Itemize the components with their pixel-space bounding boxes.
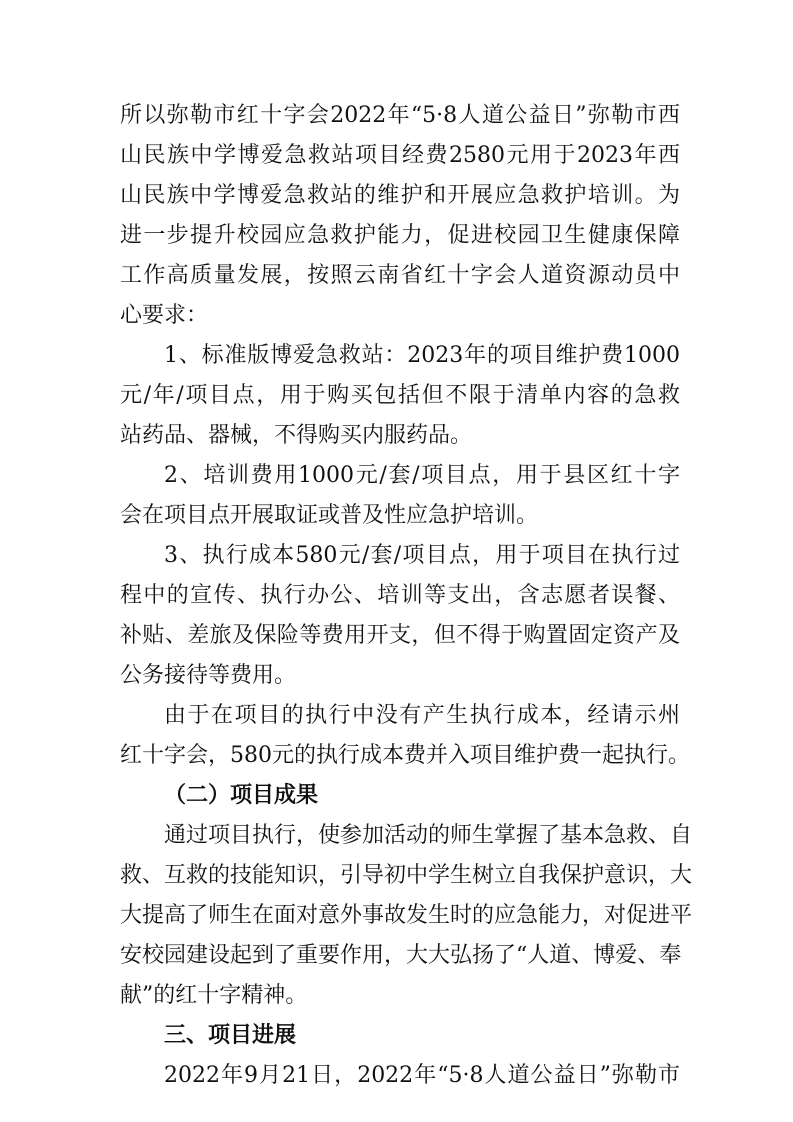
paragraph-line: 进一步提升校园应急救护能力，促进校园卫生健康保障 (120, 223, 680, 248)
list-item-1-line: 元/年/项目点，用于购买包括但不限于清单内容的急救 (120, 383, 680, 408)
list-item-1-line: 1、标准版博爱急救站：2023年的项目维护费1000 (164, 343, 680, 368)
paragraph-line: 山民族中学博爱急救站的维护和开展应急救护培训。为 (120, 183, 680, 208)
list-item-3-line: 补贴、差旅及保险等费用开支，但不得于购置固定资产及 (120, 623, 680, 648)
list-item-2-line: 会在项目点开展取证或普及性应急护培训。 (120, 503, 539, 528)
paragraph-line: 大提高了师生在面对意外事故发生时的应急能力，对促进平 (120, 903, 693, 928)
paragraph-line: 救、互救的技能知识，引导初中学生树立自我保护意识，大 (120, 863, 693, 888)
paragraph-line: 心要求： (120, 303, 209, 328)
paragraph-line: 由于在项目的执行中没有产生执行成本，经请示州 (164, 703, 680, 728)
list-item-3-line: 程中的宣传、执行办公、培训等支出，含志愿者误餐、 (120, 583, 680, 608)
paragraph-line: 献”的红十字精神。 (120, 983, 308, 1008)
list-item-3-line: 3、执行成本580元/套/项目点，用于项目在执行过 (164, 543, 680, 568)
paragraph-line: 安校园建设起到了重要作用，大大弘扬了“人道、博爱、奉 (120, 943, 682, 968)
section-heading-results: （二）项目成果 (164, 783, 319, 808)
list-item-2-line: 2、培训费用1000元/套/项目点，用于县区红十字 (164, 463, 680, 488)
paragraph-line: 2022年9月21日，2022年“5·8人道公益日”弥勒市 (164, 1063, 680, 1088)
paragraph-line: 山民族中学博爱急救站项目经费2580元用于2023年西 (120, 143, 680, 168)
section-heading-progress: 三、项目进展 (164, 1023, 297, 1048)
paragraph-line: 通过项目执行，使参加活动的师生掌握了基本急救、自 (164, 823, 693, 848)
list-item-1-line: 站药品、器械，不得购买内服药品。 (120, 423, 473, 448)
paragraph-line: 工作高质量发展，按照云南省红十字会人道资源动员中 (120, 263, 680, 288)
list-item-3-line: 公务接待等费用。 (120, 663, 297, 688)
paragraph-line: 红十字会，580元的执行成本费并入项目维护费一起执行。 (120, 743, 690, 768)
paragraph-line: 所以弥勒市红十字会2022年“5·8人道公益日”弥勒市西 (120, 103, 680, 128)
